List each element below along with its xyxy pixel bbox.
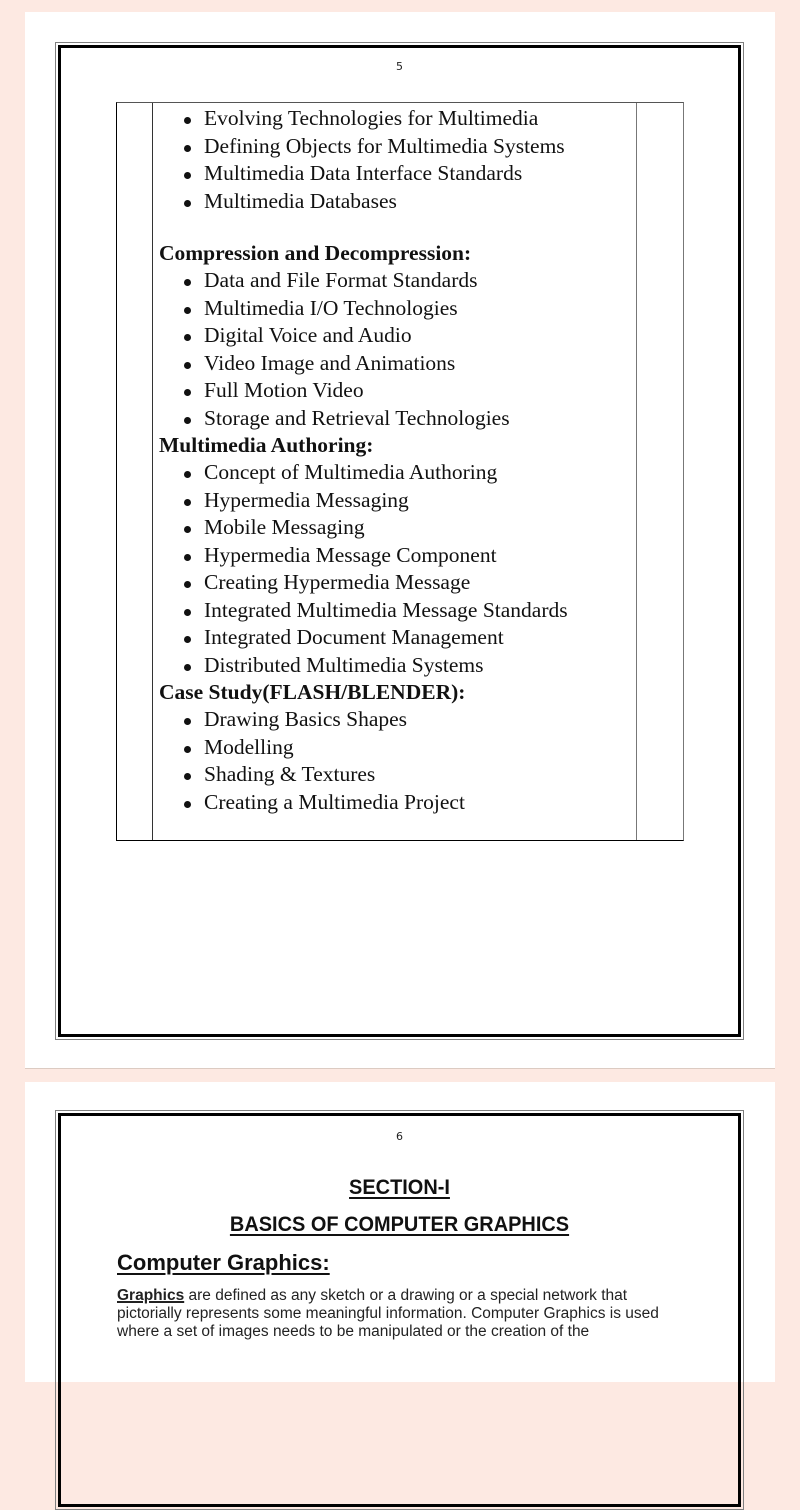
list-item: Mobile Messaging <box>159 514 629 542</box>
body-paragraph <box>117 1287 687 1341</box>
list-item: Data and File Format Standards <box>159 267 629 295</box>
page-number: 5 <box>396 60 403 73</box>
table-column-divider <box>636 103 637 840</box>
list-item: Hypermedia Messaging <box>159 487 629 515</box>
syllabus-table <box>116 102 684 841</box>
intro-topic-list <box>159 105 629 215</box>
spacer <box>159 215 629 240</box>
section-heading-case-study: Case Study(FLASH/BLENDER): <box>159 680 466 704</box>
compression-topic-list <box>159 267 629 432</box>
paragraph-text: are defined as any sketch or a drawing or a special network that pictorially represents some meaningful information. Computer Graphics is used where a set of images needs to be manipulated or the creation of the <box>117 1287 659 1340</box>
list-item: Multimedia Databases <box>159 188 629 216</box>
list-item: Distributed Multimedia Systems <box>159 652 629 680</box>
list-item: Modelling <box>159 734 629 762</box>
list-item: Multimedia Data Interface Standards <box>159 160 629 188</box>
list-item: Integrated Multimedia Message Standards <box>159 597 629 625</box>
list-item: Multimedia I/O Technologies <box>159 295 629 323</box>
defined-term: Graphics <box>117 1287 185 1304</box>
page-border <box>55 1110 744 1510</box>
list-item: Hypermedia Message Component <box>159 542 629 570</box>
list-item: Defining Objects for Multimedia Systems <box>159 133 629 161</box>
list-item: Integrated Document Management <box>159 624 629 652</box>
list-item: Drawing Basics Shapes <box>159 706 629 734</box>
document-page-5 <box>25 12 775 1068</box>
page-number: 6 <box>396 1130 403 1143</box>
list-item: Storage and Retrieval Technologies <box>159 405 629 433</box>
section-subtitle: BASICS OF COMPUTER GRAPHICS <box>229 1213 570 1236</box>
authoring-topic-list <box>159 459 629 679</box>
section-heading-compression: Compression and Decompression: <box>159 241 472 265</box>
list-item: Creating a Multimedia Project <box>159 789 629 817</box>
list-item: Video Image and Animations <box>159 350 629 378</box>
list-item: Digital Voice and Audio <box>159 322 629 350</box>
list-item: Creating Hypermedia Message <box>159 569 629 597</box>
table-column-divider <box>152 103 153 840</box>
list-item: Full Motion Video <box>159 377 629 405</box>
subheading: Computer Graphics: <box>117 1250 330 1275</box>
page-border-inner <box>58 45 741 1037</box>
page-border-inner <box>58 1113 741 1507</box>
section-heading-authoring: Multimedia Authoring: <box>159 433 374 457</box>
document-page-6 <box>25 1082 775 1382</box>
case-study-topic-list <box>159 706 629 816</box>
list-item: Shading & Textures <box>159 761 629 789</box>
list-item: Evolving Technologies for Multimedia <box>159 105 629 133</box>
page-border <box>55 42 744 1040</box>
syllabus-cell <box>159 105 629 816</box>
section-title: SECTION-I <box>349 1176 450 1199</box>
list-item: Concept of Multimedia Authoring <box>159 459 629 487</box>
